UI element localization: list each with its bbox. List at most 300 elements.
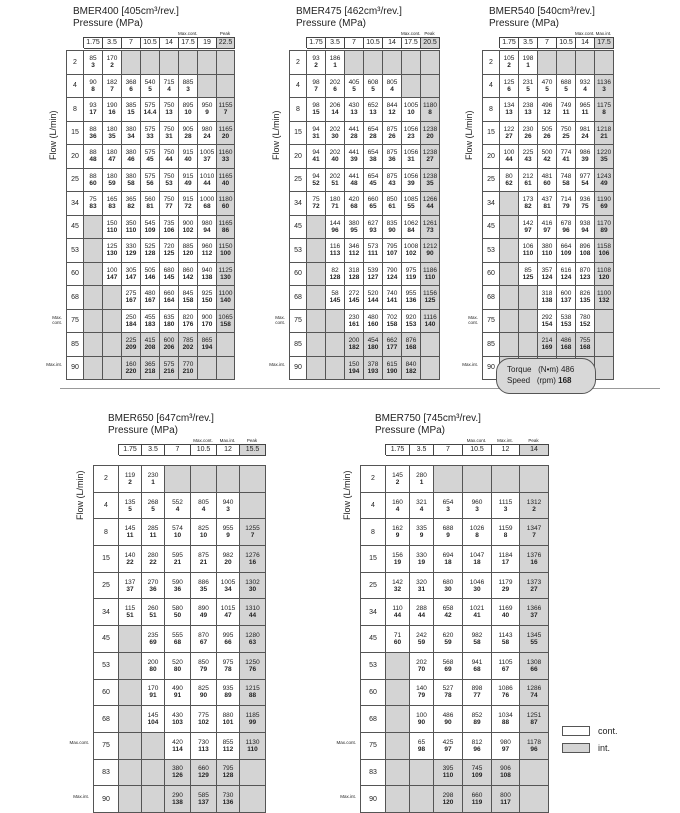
speed-value: 177: [386, 344, 398, 352]
speed-value: 109: [560, 250, 572, 258]
performance-cell: [386, 759, 410, 786]
bmer540-pressure-label: Pressure (MPa): [489, 18, 560, 29]
speed-value: 89: [224, 692, 232, 700]
speed-value: 102: [198, 719, 209, 727]
speed-value: 7: [314, 85, 318, 93]
torque-value: 330: [125, 243, 137, 251]
torque-value: 855: [222, 738, 234, 746]
torque-value: 1345: [526, 631, 542, 639]
speed-value: 24: [581, 132, 589, 140]
speed-value: 107: [386, 250, 398, 258]
speed-value: 79: [562, 203, 570, 211]
speed-value: 67: [199, 638, 208, 646]
speed-value: 88: [248, 692, 257, 700]
torque-value: 202: [329, 78, 341, 86]
performance-cell: [141, 286, 160, 310]
performance-cell: [421, 239, 440, 263]
torque-value: 212: [522, 172, 534, 180]
performance-cell: [160, 262, 179, 286]
speed-value: 45: [369, 179, 377, 187]
performance-cell: [141, 333, 160, 357]
table-row: [361, 572, 549, 599]
torque-value: 162: [392, 525, 403, 533]
speed-value: 36: [173, 585, 182, 593]
bmer540-table-block: [482, 6, 614, 48]
performance-cell: [307, 74, 326, 98]
speed-value: 110: [541, 250, 553, 258]
performance-cell: [103, 145, 122, 169]
performance-cell: [142, 546, 165, 573]
flow-value: 34: [67, 192, 84, 216]
speed-value: 30: [473, 585, 481, 593]
table-row: [67, 74, 235, 98]
bmer540-pressure-col-header: 7: [538, 38, 557, 49]
torque-value: 80: [505, 172, 513, 180]
torque-value: 1015: [220, 605, 236, 613]
torque-value: 986: [579, 149, 591, 157]
speed-value: 128: [348, 273, 360, 281]
performance-cell: [198, 74, 217, 98]
speed-value: 7: [223, 109, 228, 117]
performance-cell: [119, 732, 142, 759]
performance-cell: [434, 572, 463, 599]
torque-value: 305: [125, 266, 137, 274]
flow-value: 34: [483, 192, 500, 216]
performance-cell: [383, 192, 402, 216]
performance-cell: [119, 652, 142, 679]
performance-cell: [191, 759, 217, 786]
performance-cell: [103, 98, 122, 122]
torque-value: 378: [367, 360, 379, 368]
flow-value: 53: [67, 239, 84, 263]
speed-value: 71: [331, 203, 339, 211]
legend-int-label: int.: [598, 743, 611, 753]
speed-value: 11: [149, 532, 157, 540]
table-row: [94, 492, 266, 519]
torque-value: 496: [541, 102, 553, 110]
torque-value: 1212: [422, 243, 438, 251]
speed-value: 26: [388, 132, 396, 140]
speed-value: 109: [471, 772, 483, 780]
performance-cell: [217, 492, 240, 519]
performance-cell: [595, 168, 614, 192]
performance-cell: [345, 98, 364, 122]
torque-value: 150: [348, 360, 360, 368]
speed-value: 58: [501, 638, 510, 646]
torque-value: 230: [522, 125, 534, 133]
limit-side-label: Max.cont.: [69, 740, 89, 746]
speed-value: 59: [444, 638, 452, 646]
speed-value: 58: [473, 638, 481, 646]
table-row: [361, 732, 549, 759]
bmer475-flow-axis-label: Flow (L/min): [271, 110, 281, 160]
performance-cell: [434, 599, 463, 626]
flow-value: 75: [290, 309, 307, 333]
performance-cell: [576, 121, 595, 145]
speed-value: 5: [526, 85, 530, 93]
performance-cell: [326, 309, 345, 333]
performance-cell: [364, 192, 383, 216]
callout-torque-unit: (N•m): [538, 365, 559, 374]
torque-value: 1085: [403, 196, 419, 204]
torque-value: 652: [367, 102, 379, 110]
torque-value: 350: [125, 219, 137, 227]
torque-value: 850: [198, 658, 209, 666]
bmer400-title: BMER400 [405cm³/rev.]: [73, 6, 179, 17]
speed-value: 49: [600, 179, 608, 187]
speed-value: 170: [201, 320, 213, 328]
performance-cell: [191, 626, 217, 653]
performance-cell: [463, 626, 492, 653]
table-row: [67, 356, 235, 380]
performance-cell: [520, 546, 549, 573]
speed-value: 4: [419, 505, 424, 513]
performance-cell: [402, 239, 421, 263]
speed-value: 13: [505, 109, 513, 117]
performance-cell: [538, 168, 557, 192]
speed-value: 51: [126, 612, 134, 620]
performance-cell: [84, 74, 103, 98]
performance-cell: [364, 239, 383, 263]
torque-value: 186: [329, 55, 341, 63]
bmer400-pressure-col-header: 3.5: [103, 38, 122, 49]
speed-value: 18: [444, 558, 452, 566]
torque-value: 1100: [218, 290, 233, 298]
bmer650-table-block: [93, 413, 266, 455]
torque-value: 1115: [498, 498, 513, 506]
performance-cell: [421, 121, 440, 145]
performance-cell: [520, 759, 549, 786]
performance-cell: [217, 679, 240, 706]
torque-value: 935: [222, 685, 234, 693]
torque-value: 202: [329, 149, 341, 157]
torque-value: 1156: [423, 290, 437, 298]
performance-cell: [500, 309, 519, 333]
performance-cell: [307, 145, 326, 169]
table-row: [67, 168, 235, 192]
performance-cell: [122, 121, 141, 145]
flow-value: 90: [483, 356, 500, 380]
bmer750-pressure-col-header: 10.5: [463, 445, 492, 456]
performance-cell: [576, 98, 595, 122]
performance-cell: [383, 239, 402, 263]
speed-value: 220: [125, 367, 137, 375]
performance-cell: [217, 706, 240, 733]
speed-value: 112: [348, 250, 360, 258]
speed-value: 210: [182, 367, 194, 375]
bmer475-pressure-tag: Max.cont.: [401, 31, 421, 36]
performance-cell: [557, 309, 576, 333]
torque-value: 1347: [526, 525, 542, 533]
bmer650-pressure-label: Pressure (MPa): [108, 425, 179, 436]
performance-cell: [492, 599, 520, 626]
flow-value: 15: [290, 121, 307, 145]
torque-value: 292: [541, 313, 553, 321]
performance-cell: [103, 74, 122, 98]
torque-value: 357: [541, 266, 553, 274]
speed-value: 21: [173, 558, 182, 566]
performance-cell: [576, 168, 595, 192]
performance-cell: [217, 239, 235, 263]
performance-cell: [191, 732, 217, 759]
flow-value: 15: [361, 546, 386, 573]
speed-value: 49: [199, 612, 208, 620]
performance-cell: [165, 652, 191, 679]
speed-value: 88: [501, 719, 510, 727]
speed-value: 35: [108, 132, 116, 140]
table-row: [483, 192, 614, 216]
performance-cell: [500, 74, 519, 98]
torque-value: 714: [560, 196, 572, 204]
torque-value: 140: [124, 551, 136, 559]
performance-cell: [179, 309, 198, 333]
torque-value: 480: [367, 313, 379, 321]
speed-value: 75: [581, 203, 589, 211]
torque-value: 932: [579, 78, 591, 86]
torque-value: 1056: [403, 125, 419, 133]
speed-value: 158: [386, 320, 398, 328]
speed-value: 21: [600, 132, 608, 140]
speed-value: 129: [125, 250, 137, 258]
performance-cell: [434, 732, 463, 759]
torque-value: 425: [442, 738, 454, 746]
speed-value: 126: [172, 772, 183, 780]
bmer475-pressure-col-header: 14: [383, 38, 402, 49]
table-row: [67, 121, 235, 145]
performance-cell: [179, 145, 198, 169]
performance-cell: [576, 239, 595, 263]
torque-value: 200: [147, 658, 159, 666]
performance-cell: [576, 333, 595, 357]
performance-cell: [179, 121, 198, 145]
torque-value: 844: [386, 102, 398, 110]
performance-cell: [402, 51, 421, 75]
performance-cell: [500, 239, 519, 263]
speed-value: 138: [201, 273, 213, 281]
limit-side-label: Max. cont.: [52, 315, 62, 326]
torque-value: 1286: [526, 685, 542, 693]
speed-value: 120: [598, 273, 610, 281]
bmer650-pressure-col-header: 10.5: [191, 445, 217, 456]
performance-cell: [410, 786, 434, 813]
bmer650-pressure-tag: Max.int.: [219, 438, 236, 443]
torque-value: 1366: [526, 605, 542, 613]
speed-value: 12: [543, 109, 551, 117]
performance-cell: [576, 309, 595, 333]
speed-value: 127: [367, 273, 379, 281]
limit-side-label: Max. cont.: [468, 315, 478, 326]
torque-value: 545: [144, 219, 156, 227]
speed-value: 3: [91, 62, 95, 70]
table-row: [361, 492, 549, 519]
performance-cell: [386, 732, 410, 759]
performance-cell: [326, 74, 345, 98]
performance-cell: [345, 356, 364, 380]
torque-value: 1243: [596, 172, 612, 180]
speed-value: 83: [108, 203, 116, 211]
speed-value: 60: [393, 638, 402, 646]
performance-cell: [345, 192, 364, 216]
performance-cell: [119, 759, 142, 786]
speed-value: 135: [579, 297, 591, 305]
speed-value: 91: [149, 692, 157, 700]
table-row: [290, 121, 440, 145]
torque-value: 380: [125, 125, 137, 133]
bmer540-pressure-col-header: 3.5: [519, 38, 538, 49]
torque-value: 805: [198, 498, 209, 506]
speed-value: 42: [444, 612, 452, 620]
table-row: [67, 262, 235, 286]
bmer750-pressure-tag: Max.int.: [497, 438, 513, 443]
speed-value: 2: [532, 505, 536, 513]
performance-cell: [217, 599, 240, 626]
torque-value: 1180: [218, 196, 233, 204]
performance-cell: [364, 145, 383, 169]
speed-value: 21: [199, 558, 208, 566]
speed-value: 3: [503, 505, 508, 513]
performance-cell: [198, 309, 217, 333]
bmer400-table-block: [66, 6, 235, 48]
performance-cell: [307, 215, 326, 239]
speed-value: 153: [405, 320, 417, 328]
speed-value: 7: [110, 85, 114, 93]
speed-value: 145: [348, 297, 360, 305]
speed-value: 44: [393, 612, 402, 620]
speed-value: 23: [407, 132, 415, 140]
torque-value: 538: [560, 313, 572, 321]
speed-value: 146: [144, 273, 156, 281]
torque-value: 590: [172, 578, 183, 586]
performance-cell: [434, 492, 463, 519]
torque-value: 925: [201, 290, 213, 298]
performance-cell: [141, 168, 160, 192]
speed-value: 2: [314, 62, 318, 70]
torque-value: 380: [348, 219, 360, 227]
performance-cell: [217, 519, 240, 546]
flow-value: 25: [290, 168, 307, 192]
speed-value: 51: [331, 179, 339, 187]
torque-value: 812: [471, 738, 483, 746]
torque-value: 318: [541, 290, 553, 298]
flow-value: 45: [361, 626, 386, 653]
speed-value: 56: [146, 179, 154, 187]
flow-value: 15: [67, 121, 84, 145]
performance-cell: [198, 98, 217, 122]
torque-value: 664: [560, 243, 572, 251]
torque-value: 1308: [526, 658, 542, 666]
legend-cont: [562, 726, 618, 736]
table-row: [483, 215, 614, 239]
performance-cell: [386, 679, 410, 706]
table-row: [94, 519, 266, 546]
bmer400-flow-axis-label: Flow (L/min): [48, 110, 58, 160]
performance-cell: [119, 706, 142, 733]
torque-value: 805: [386, 78, 398, 86]
torque-value: 1165: [218, 125, 233, 133]
torque-value: 740: [386, 290, 398, 298]
speed-value: 31: [165, 132, 173, 140]
flow-value: 90: [67, 356, 84, 380]
torque-value: 1125: [218, 266, 233, 274]
performance-cell: [492, 652, 520, 679]
torque-value: 980: [500, 738, 511, 746]
speed-value: 30: [331, 132, 339, 140]
speed-value: 96: [530, 745, 538, 753]
performance-cell: [240, 546, 266, 573]
torque-value: 198: [522, 55, 534, 63]
torque-value: 1302: [245, 578, 260, 586]
bmer475-pressure-header: [306, 37, 440, 48]
performance-cell: [520, 706, 549, 733]
performance-cell: [165, 706, 191, 733]
callout-speed-label: Speed: [507, 376, 531, 385]
torque-value: 660: [367, 196, 379, 204]
flow-value: 15: [483, 121, 500, 145]
performance-cell: [402, 309, 421, 333]
torque-value: 160: [125, 360, 137, 368]
speed-value: 102: [405, 250, 417, 258]
flow-value: 34: [361, 599, 386, 626]
performance-cell: [364, 333, 383, 357]
performance-cell: [122, 51, 141, 75]
speed-value: 137: [560, 297, 572, 305]
speed-value: 5: [371, 85, 375, 93]
performance-cell: [519, 262, 538, 286]
flow-value: 25: [94, 572, 119, 599]
performance-cell: [141, 215, 160, 239]
torque-value: 505: [541, 125, 553, 133]
speed-value: 6: [333, 85, 337, 93]
speed-value: 3: [475, 505, 479, 513]
torque-value: 98: [312, 102, 320, 110]
torque-value: 615: [386, 360, 398, 368]
table-row: [483, 51, 614, 75]
table-row: [67, 51, 235, 75]
performance-cell: [84, 192, 103, 216]
torque-value: 896: [579, 243, 591, 251]
torque-value: 1215: [245, 685, 260, 693]
speed-value: 91: [173, 692, 182, 700]
performance-cell: [160, 333, 179, 357]
torque-value: 525: [144, 243, 156, 251]
legend-cont-swatch: [562, 726, 590, 736]
speed-value: 110: [522, 250, 534, 258]
performance-cell: [576, 74, 595, 98]
torque-value: 1136: [597, 78, 611, 86]
speed-value: 90: [426, 250, 434, 258]
speed-value: 140: [220, 297, 231, 305]
performance-cell: [103, 121, 122, 145]
speed-value: 183: [144, 320, 156, 328]
torque-value: 1034: [498, 712, 513, 720]
bmer475-table-block: [289, 6, 440, 48]
speed-value: 43: [524, 156, 532, 164]
torque-value: 88: [89, 125, 97, 133]
performance-cell: [383, 51, 402, 75]
speed-value: 86: [221, 226, 230, 234]
performance-cell: [326, 215, 345, 239]
speed-value: 37: [530, 612, 538, 620]
torque-value: 938: [579, 219, 591, 227]
performance-cell: [141, 192, 160, 216]
torque-value: 134: [503, 102, 515, 110]
torque-value: 1062: [403, 219, 419, 227]
performance-cell: [576, 215, 595, 239]
speed-value: 8: [91, 85, 95, 93]
callout-torque-label: Torque: [507, 365, 532, 374]
torque-value: 1150: [218, 243, 233, 251]
performance-cell: [326, 286, 345, 310]
